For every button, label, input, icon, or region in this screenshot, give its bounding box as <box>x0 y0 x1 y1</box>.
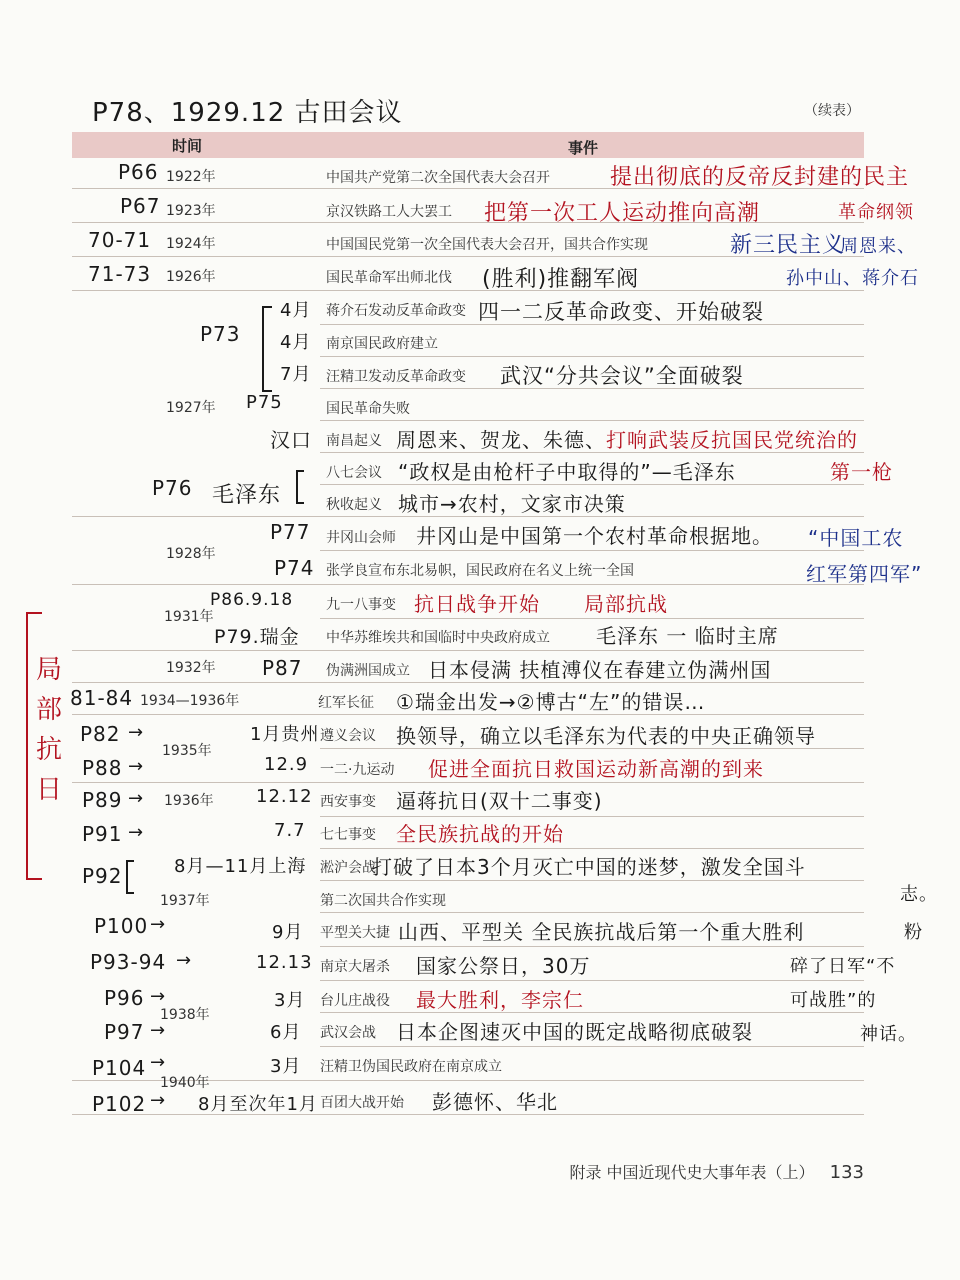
page-ref: P76 <box>152 476 193 500</box>
handwritten-note: 打响武装反抗国民党统治的 <box>606 428 858 452</box>
page-ref: P77 <box>270 520 311 544</box>
year-cell: 1932年 <box>166 660 216 676</box>
event-cell: 井冈山会师 <box>326 530 396 546</box>
handwritten-note: 四一二反革命政变、开始破裂 <box>478 300 764 324</box>
month-note: 3月 <box>270 1056 302 1077</box>
row-divider <box>320 946 864 947</box>
month-note: 8月—11月上海 <box>174 856 307 877</box>
page-ref: P102 <box>92 1092 147 1116</box>
handwritten-header-note: P78、1929.12 古田会议 <box>92 98 403 128</box>
handwritten-note: 神话。 <box>860 1024 917 1045</box>
event-cell: 一二·九运动 <box>320 762 395 778</box>
page-ref: P96 <box>104 986 145 1010</box>
month-note: 3月 <box>274 990 306 1011</box>
row-divider <box>320 912 864 913</box>
row-divider <box>72 782 864 783</box>
year-cell: 1937年 <box>160 893 210 909</box>
handwritten-note: 最大胜利，李宗仁 <box>416 988 584 1012</box>
page-ref: P100 <box>94 914 149 938</box>
page-ref: P73 <box>200 322 241 346</box>
event-cell: 国民革命军出师北伐 <box>326 270 452 286</box>
handwritten-note: 革命纲领 <box>838 202 914 223</box>
handwritten-bracket <box>262 306 272 392</box>
event-cell: 七七事变 <box>320 827 376 843</box>
row-divider <box>72 650 864 651</box>
event-cell: 武汉会战 <box>320 1025 376 1041</box>
page-ref: P82 <box>80 722 121 746</box>
arrow-icon: → <box>128 788 145 809</box>
page-ref: P97 <box>104 1020 145 1044</box>
event-cell: 中国国民党第一次全国代表大会召开，国共合作实现 <box>326 237 648 253</box>
year-cell: 1927年 <box>166 400 216 416</box>
event-cell: 南京国民政府建立 <box>326 336 438 352</box>
month-note: 1月贵州 <box>250 724 320 745</box>
arrow-icon: → <box>150 1020 167 1041</box>
event-cell: 京汉铁路工人大罢工 <box>326 204 452 220</box>
handwritten-note: 日本企图速灭中国的既定战略彻底破裂 <box>396 1020 753 1044</box>
handwritten-note: 国家公祭日，30万 <box>416 954 591 978</box>
row-divider <box>320 1046 864 1047</box>
event-cell: 南昌起义 <box>326 433 382 449</box>
handwritten-note: 红军第四军” <box>806 562 923 586</box>
column-header-time: 时间 <box>172 137 203 155</box>
event-cell: 平型关大捷 <box>320 925 390 941</box>
month-note: 6月 <box>270 1022 302 1043</box>
page-ref: P74 <box>274 556 315 580</box>
arrow-icon: → <box>128 822 145 843</box>
event-cell: 汪精卫伪国民政府在南京成立 <box>320 1059 502 1075</box>
handwritten-note: ①瑞金出发→②博古“左”的错误… <box>396 690 706 714</box>
handwritten-note: 周恩来、 <box>840 236 916 257</box>
page-footer <box>569 1160 864 1183</box>
handwritten-note: 周恩来、贺龙、朱德、 <box>396 428 606 452</box>
page-ref: P89 <box>82 788 123 812</box>
event-cell: 八七会议 <box>326 465 382 481</box>
row-divider <box>72 584 864 585</box>
row-divider <box>320 848 864 849</box>
handwritten-bracket <box>126 860 134 894</box>
handwritten-note: 换领导，确立以毛泽东为代表的中央正确领导 <box>396 724 816 748</box>
month-note: 7月 <box>280 364 312 385</box>
year-cell: 1931年 <box>164 609 214 625</box>
event-cell: 南京大屠杀 <box>320 959 390 975</box>
handwritten-note: 碎了日军“不 <box>790 956 896 977</box>
handwritten-note: 孙中山、蒋介石 <box>786 268 919 289</box>
year-cell: 1935年 <box>162 743 212 759</box>
handwritten-note: 新三民主义 <box>730 233 846 258</box>
handwritten-note: 抗日战争开始 <box>414 592 540 616</box>
event-cell: 台儿庄战役 <box>320 993 390 1009</box>
event-cell: 九一八事变 <box>326 597 396 613</box>
page-ref: P66 <box>118 160 159 184</box>
handwritten-note: 第一枪 <box>830 460 893 484</box>
event-cell: 西安事变 <box>320 794 376 810</box>
row-divider <box>320 550 864 551</box>
month-note: 4月 <box>280 332 312 353</box>
page-ref: P75 <box>246 392 283 413</box>
page-ref: 71-73 <box>88 262 152 286</box>
month-note: 12.13 <box>256 952 313 973</box>
event-cell: 伪满洲国成立 <box>326 663 410 679</box>
side-note: 汉口 <box>270 428 312 452</box>
arrow-icon: → <box>128 722 145 743</box>
handwritten-note: 局部抗战 <box>584 592 668 616</box>
handwritten-note: 志。 <box>900 884 938 905</box>
page-ref: 70-71 <box>88 228 152 252</box>
row-divider <box>320 356 864 357</box>
continued-label: （续表） <box>804 103 860 119</box>
year-cell: 1936年 <box>164 793 214 809</box>
page-ref: P93-94 <box>90 950 167 974</box>
row-divider <box>320 816 864 817</box>
event-cell: 红军长征 <box>318 695 374 711</box>
side-label: 局部抗日 <box>36 655 64 805</box>
page-ref: P79.瑞金 <box>214 626 300 648</box>
handwritten-note: “中国工农 <box>808 526 904 550</box>
event-cell: 秋收起义 <box>326 497 382 513</box>
handwritten-note: 粉 <box>904 922 923 943</box>
page-ref: P67 <box>120 194 161 218</box>
handwritten-note: 毛泽东 一 临时主席 <box>596 624 779 648</box>
page-number: 133 <box>829 1162 864 1183</box>
event-cell: 汪精卫发动反革命政变 <box>326 369 466 385</box>
year-cell: 1922年 <box>166 169 216 185</box>
handwritten-note: 促进全面抗日救国运动新高潮的到来 <box>428 757 764 781</box>
event-cell: 第二次国共合作实现 <box>320 893 446 909</box>
handwritten-note: 把第一次工人运动推向高潮 <box>484 201 761 226</box>
handwritten-note: 日本侵满 扶植溥仪在春建立伪满州国 <box>428 658 772 682</box>
year-cell: 1928年 <box>166 546 216 562</box>
handwritten-note: 彭德怀、华北 <box>432 1090 558 1114</box>
page-ref: P91 <box>82 822 123 846</box>
page-ref: P92 <box>82 864 123 888</box>
year-cell: 1940年 <box>160 1075 210 1091</box>
table-header <box>72 132 864 158</box>
row-divider <box>320 420 864 421</box>
handwritten-note: 可战胜”的 <box>790 990 877 1011</box>
year-cell: 1926年 <box>166 269 216 285</box>
handwritten-note: 逼蒋抗日(双十二事变) <box>396 789 603 813</box>
handwritten-bracket <box>296 470 304 504</box>
side-note: 毛泽东 <box>212 483 282 508</box>
page-ref: 81-84 <box>70 686 134 710</box>
month-note: 12.12 <box>256 786 313 807</box>
event-cell: 百团大战开始 <box>320 1095 404 1111</box>
month-note: 7.7 <box>274 820 306 841</box>
handwritten-note: 井冈山是中国第一个农村革命根据地。 <box>416 524 773 548</box>
event-cell: 中华苏维埃共和国临时中央政府成立 <box>326 630 550 646</box>
page-ref: P104 <box>92 1056 147 1080</box>
page-ref: P88 <box>82 756 123 780</box>
event-cell: 淞沪会战 <box>320 860 376 876</box>
event-cell: 遵义会议 <box>320 728 376 744</box>
event-cell: 国民革命失败 <box>326 401 410 417</box>
handwritten-note: 打破了日本3个月灭亡中国的迷梦，激发全国斗 <box>372 855 806 879</box>
arrow-icon: → <box>150 914 167 935</box>
handwritten-note: 提出彻底的反帝反封建的民主 <box>610 165 910 190</box>
row-divider <box>320 980 864 981</box>
row-divider <box>320 1012 864 1013</box>
year-cell: 1938年 <box>160 1007 210 1023</box>
arrow-icon: → <box>150 1052 167 1073</box>
row-divider <box>72 290 864 291</box>
event-cell: 蒋介石发动反革命政变 <box>326 303 466 319</box>
handwritten-note: 山西、平型关 全民族抗战后第一个重大胜利 <box>398 920 805 944</box>
year-cell: 1923年 <box>166 203 216 219</box>
column-header-event: 事件 <box>568 139 599 157</box>
footer-title: 附录 中国近现代史大事年表（上） <box>569 1163 815 1182</box>
month-note: 8月至次年1月 <box>198 1094 318 1115</box>
row-divider <box>320 880 864 881</box>
year-cell: 1924年 <box>166 236 216 252</box>
month-note: 12.9 <box>264 754 309 775</box>
arrow-icon: → <box>150 1090 167 1111</box>
row-divider <box>320 618 864 619</box>
handwritten-note: 城市→农村，文家市决策 <box>398 492 626 516</box>
year-cell: 1934—1936年 <box>140 693 240 709</box>
handwritten-note: “政权是由枪杆子中取得的”—毛泽东 <box>398 460 736 484</box>
handwritten-note: 武汉“分共会议”全面破裂 <box>500 364 744 388</box>
arrow-icon: → <box>176 950 193 971</box>
event-cell: 中国共产党第二次全国代表大会召开 <box>326 170 550 186</box>
page-ref: P87 <box>262 656 303 680</box>
handwritten-note: 全民族抗战的开始 <box>396 822 564 846</box>
arrow-icon: → <box>128 756 145 777</box>
event-cell: 张学良宣布东北易帜，国民政府在名义上统一全国 <box>326 563 634 579</box>
month-note: 4月 <box>280 300 312 321</box>
handwritten-note: (胜利)推翻军阀 <box>482 267 640 292</box>
arrow-icon: → <box>150 986 167 1007</box>
month-note: 9月 <box>272 922 304 943</box>
page-ref: P86.9.18 <box>210 590 294 610</box>
